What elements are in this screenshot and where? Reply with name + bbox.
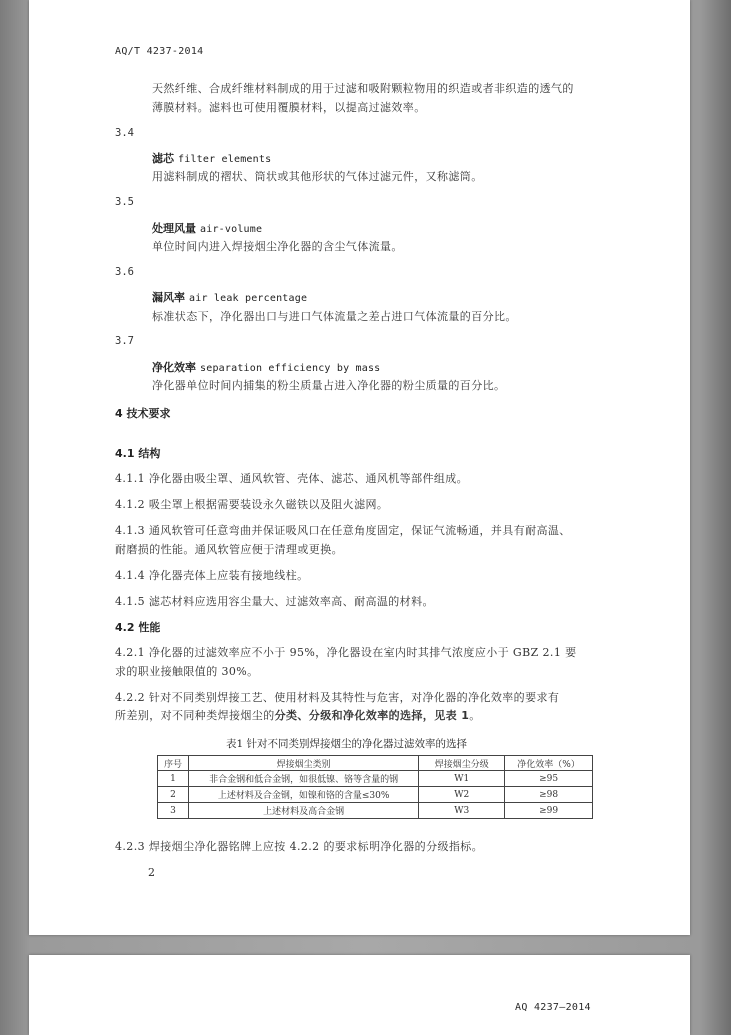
term-cn: 漏风率	[152, 291, 185, 304]
table-header-row	[158, 756, 593, 771]
efficiency-table	[157, 755, 593, 819]
term-title	[152, 220, 262, 236]
table-cell: W3	[419, 803, 505, 819]
term-en: air leak percentage	[189, 293, 308, 304]
term-definition: 标准状态下，净化器出口与进口气体流量之差占进口气体流量的百分比。	[152, 310, 517, 323]
table-cell: 2	[158, 787, 189, 803]
subsection-heading: 4.1 结构	[115, 447, 161, 460]
clause-bold-text: 分类、分级和净化效率的选择，见表 1	[274, 709, 470, 722]
term-title	[152, 359, 380, 375]
term-definition: 用滤料制成的褶状、筒状或其他形状的气体过滤元件，又称滤筒。	[152, 170, 483, 183]
clause-4-2-1-line-2: 求的职业接触限值的 30%。	[115, 665, 259, 678]
clause-4-2-2-line-2	[115, 707, 481, 723]
table-cell: ≥99	[505, 803, 593, 819]
clause-4-1-4: 4.1.4 净化器壳体上应装有接地线柱。	[115, 569, 309, 582]
table-row	[158, 787, 593, 803]
table-cell: W1	[419, 771, 505, 787]
table-cell: ≥95	[505, 771, 593, 787]
clause-4-2-1-line-1: 4.2.1 净化器的过滤效率应不小于 95%，净化器设在室内时其排气浓度应小于 GBZ 2.1 要	[115, 646, 577, 659]
table-cell: 1	[158, 771, 189, 787]
page-number: 2	[148, 866, 155, 879]
term-definition: 单位时间内进入焊接烟尘净化器的含尘气体流量。	[152, 240, 403, 253]
table-header-cell: 焊接烟尘类别	[188, 756, 418, 771]
table-caption: 表1 针对不同类别焊接烟尘的净化器过滤效率的选择	[226, 738, 468, 750]
clause-text: 所差别，对不同种类焊接烟尘的	[115, 709, 275, 722]
section-heading: 4 技术要求	[115, 407, 171, 420]
table-header-cell: 净化效率（%）	[505, 756, 593, 771]
clause-4-2-2-line-1: 4.2.2 针对不同类别焊接工艺、使用材料及其特性与危害，对净化器的净化效率的要求有	[115, 691, 560, 704]
table-header-cell: 焊接烟尘分级	[419, 756, 505, 771]
clause-4-2-3: 4.2.3 焊接烟尘净化器铭牌上应按 4.2.2 的要求标明净化器的分级指标。	[115, 840, 484, 853]
term-number: 3.4	[115, 127, 134, 139]
term-title	[152, 150, 271, 166]
page-header: AQ/T 4237-2014	[115, 46, 204, 57]
term-number: 3.5	[115, 196, 134, 208]
clause-4-1-2: 4.1.2 吸尘罩上根据需要装设永久磁铁以及阻火滤网。	[115, 498, 389, 511]
clause-4-1-3-line-2: 耐磨损的性能。通风软管应便于清理或更换。	[115, 543, 343, 556]
clause-4-1-3-line-1: 4.1.3 通风软管可任意弯曲并保证吸风口在任意角度固定，保证气流畅通，并具有耐高温、	[115, 524, 571, 537]
table-cell: 非合金钢和低合金钢，如很低镍、铬等含量的钢	[188, 771, 418, 787]
clause-period: 。	[469, 709, 481, 722]
document-page-1	[29, 0, 690, 935]
term-cn: 处理风量	[152, 222, 196, 235]
term-cn: 净化效率	[152, 361, 196, 374]
term-number: 3.6	[115, 266, 134, 278]
table-cell: 3	[158, 803, 189, 819]
subsection-heading: 4.2 性能	[115, 621, 161, 634]
term-number: 3.7	[115, 335, 134, 347]
intro-line-2: 薄膜材料。滤料也可使用覆膜材料，以提高过滤效率。	[152, 101, 426, 114]
clause-4-1-1: 4.1.1 净化器由吸尘罩、通风软管、壳体、滤芯、通风机等部件组成。	[115, 472, 469, 485]
term-cn: 滤芯	[152, 152, 174, 165]
page-header: AQ 4237—2014	[515, 1002, 591, 1013]
term-title	[152, 289, 307, 305]
term-en: filter elements	[178, 154, 272, 165]
table-cell: W2	[419, 787, 505, 803]
document-page-2	[29, 955, 690, 1035]
table-cell: 上述材料及高合金钢	[188, 803, 418, 819]
term-en: separation efficiency by mass	[200, 363, 381, 374]
table-header-cell: 序号	[158, 756, 189, 771]
table-cell: ≥98	[505, 787, 593, 803]
term-en: air-volume	[200, 224, 263, 235]
clause-4-1-5: 4.1.5 滤芯材料应选用容尘量大、过滤效率高、耐高温的材料。	[115, 595, 434, 608]
intro-line-1: 天然纤维、合成纤维材料制成的用于过滤和吸附颗粒物用的织造或者非织造的透气的	[152, 82, 574, 95]
term-definition: 净化器单位时间内捕集的粉尘质量占进入净化器的粉尘质量的百分比。	[152, 379, 506, 392]
table-row	[158, 771, 593, 787]
table-cell: 上述材料及合金钢，如镍和铬的含量≤30%	[188, 787, 418, 803]
table-row	[158, 803, 593, 819]
